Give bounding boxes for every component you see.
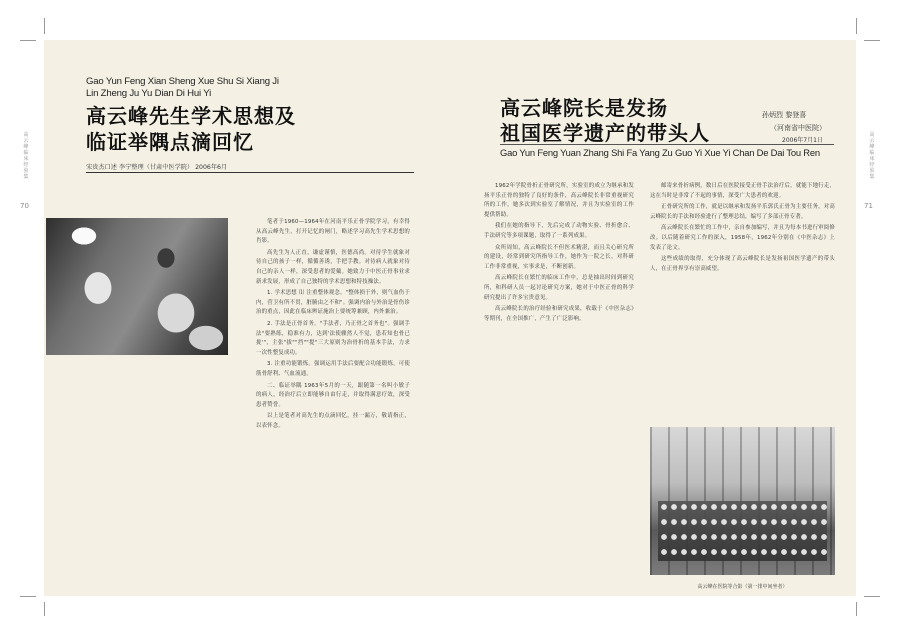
crop-mark	[864, 40, 880, 41]
group-photo-people	[658, 501, 827, 561]
page-number-right: 71	[864, 202, 873, 210]
crop-mark	[864, 596, 880, 597]
right-title-rule	[500, 144, 834, 145]
paragraph: 3. 注重功能锻炼。强调运用手法后要配合功能锻炼，可使筋骨舒利、气血流通。	[256, 361, 410, 377]
right-article-col2	[650, 182, 835, 422]
paragraph: 以上是笔者对高先生的点滴回忆，挂一漏万，敬请指正，以表怀念。	[256, 413, 410, 429]
group-photo-caption: 高云峰在医院等合影（第一排中间坐者）	[697, 584, 788, 590]
paragraph: 高云峰院长在繁忙的工作中，亲自参加编写，并且为每本书进行审阅修改。以后随着研究工作的深入，1958年，1962年分别在《中医杂志》上发表了论文。	[650, 225, 835, 251]
right-article-pinyin: Gao Yun Feng Yuan Zhang Shi Fa Yang Zu Guo Yi Xue Yi Chan De Dai Tou Ren	[500, 147, 820, 158]
right-article-title-line2: 祖国医学遗产的带头人	[500, 121, 710, 145]
paragraph: 2. 手法是正骨首务。"手法者，乃正骨之首务也"。强调手法"要熟练，稳准有力，达到'法使骤然人不觉，患若知也骨已拢'"，主张"拔""挡""提"三大原则为治骨折的基本手法，力求一次性整复成功。	[256, 320, 410, 356]
paragraph: 众所周知，高云峰院长不但医术精湛，而且关心研究所的建设，经常到研究所指导工作，她作为一院之长，对科研工作非常重视，实事求是，不断创新。	[484, 244, 634, 270]
paragraph: 这些成绩的取得，充分体现了高云峰院长是发扬祖国医学遗产的带头人，在正骨界享有崇高威望。	[650, 256, 835, 272]
left-article-title-line1: 高云峰先生学术思想及	[86, 104, 296, 128]
paragraph: 1962年学院骨折正骨研究所，实验室的成立为继承和发扬平乐正骨的独特了良好的条件，高云峰院长非常重视研究所的工作，她多次到实验室了解情况，并且为实验室的工作提供帮助。	[484, 183, 634, 218]
crop-mark	[44, 18, 45, 34]
crop-mark	[856, 18, 857, 34]
left-article-body	[256, 218, 410, 583]
paragraph: 邮寄来骨折病例，数日后在医院接受正骨手法治疗后，就能下地行走，这在当时是非常了不起的事情，深受广大患者的欢迎。	[650, 183, 835, 199]
paragraph: 正骨研究所的工作，就是以继承和发扬平乐郭氏正骨为主要任务，对高云峰院长的手法和经验进行了整理总结，编写了多部正骨专著。	[650, 204, 835, 220]
right-article-title-line1: 高云峰院长是发扬	[500, 96, 668, 120]
right-article-author: 孙炳烈 黎登喜	[762, 111, 807, 119]
right-article-affiliation: （河南省中医院）	[770, 124, 826, 132]
paragraph: 二、临证举隅 1963年5月的一天，跟随第一名叫小敏子的病人，经治疗后立即能够自由行走，并取得满意疗效，深受患者赞誉。	[256, 382, 410, 408]
left-article-byline: 宋贵杰口述 李宁整理（甘肃中医学院） 2006年6月	[86, 164, 228, 171]
right-article-date: 2006年7月1日	[782, 137, 823, 144]
group-photo	[650, 427, 835, 575]
paragraph: 高先生为人正直，谦虚谨慎，医德高尚。对待学生就象对待自己的孩子一样，循循善诱，手把手教。对待病人就象对待自己的亲人一样，深受患者的爱戴。她致力于中医正骨事业求新求发展，形成了自己独特的学术思想和特技操法。	[256, 249, 410, 285]
paragraph: 1. 学术思想 ⑴ 注重整体观念。"整体损于外，则气血伤于内，营卫有所不贯，脏腑由之不和"。强调内治与外治是骨伤诊治的重点，因此在临床辨证施治上要统筹兼顾，内外兼治。	[256, 290, 410, 316]
paragraph: 高云峰院长在繁忙的临床工作中，总是抽出时间到研究所，和科研人员一起讨论研究方案，她对于中医正骨的科学研究提出了许多宝贵意见。	[484, 275, 634, 301]
crop-mark	[856, 602, 857, 616]
running-head-right: 高云峰临床经验集	[869, 132, 875, 180]
crop-mark	[44, 602, 45, 616]
left-title-rule	[86, 172, 414, 173]
page-number-left: 70	[20, 202, 29, 210]
paragraph: 高云峰院长的治疗经验和研究成果，收载于《中医杂志》等期刊，在全国推广，产生了广泛影响。	[484, 306, 634, 322]
paragraph: 我们在她的指导下，先后完成了动物实验、骨折愈合、手法研究等多项课题，取得了一系列成果。	[484, 223, 634, 239]
left-article-pinyin: Gao Yun Feng Xian Sheng Xue Shu Si Xiang Ji Lin Zheng Ju Yu Dian Di Hui Yi	[86, 76, 279, 99]
left-article-photo	[46, 218, 228, 355]
running-head-left: 高云峰临床经验集	[23, 132, 29, 180]
left-article-title-line2: 临证举隅点滴回忆	[86, 130, 254, 154]
paragraph: 笔者于1960—1964年在河南平乐正骨学院学习，有幸得从高云峰先生，打开记忆的闸门，略述学习高先生学术思想的肖影。	[256, 219, 410, 245]
right-article-col1	[484, 182, 634, 580]
crop-mark	[20, 596, 36, 597]
crop-mark	[20, 40, 36, 41]
